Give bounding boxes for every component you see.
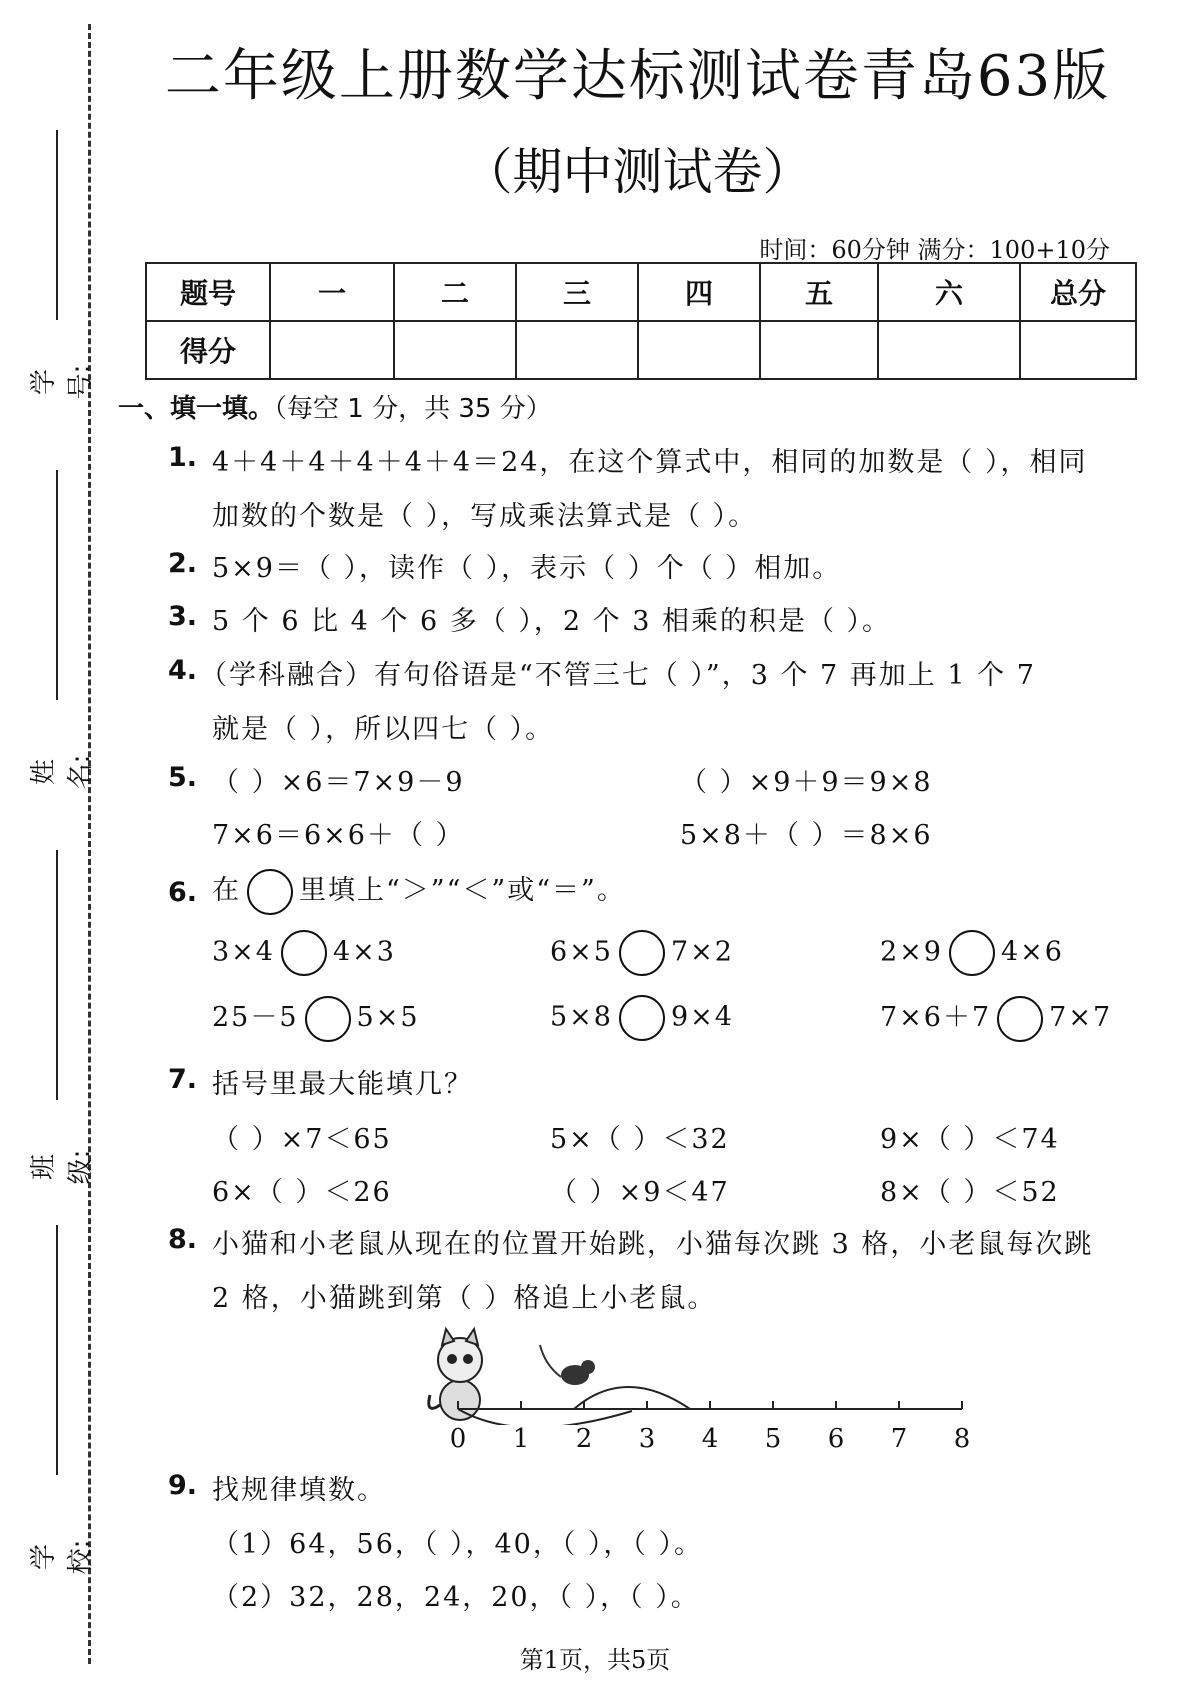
score-input[interactable]: [516, 321, 638, 379]
banji-label: 班级:: [29, 1149, 96, 1185]
score-cell: 二: [394, 263, 516, 321]
score-cell: 总分: [1020, 263, 1136, 321]
q7-line1: 括号里最大能填几？: [212, 1069, 473, 1100]
q8-line1: 小猫和小老鼠从现在的位置开始跳，小猫每次跳 3 格，小老鼠每次跳: [212, 1229, 1094, 1260]
score-cell: 题号: [146, 263, 270, 321]
banji-line: [56, 850, 58, 1100]
score-input[interactable]: [878, 321, 1020, 379]
number-line-label: 1: [512, 1424, 530, 1454]
number-line-figure: [410, 1325, 980, 1425]
q5-c: 7×6＝6×6＋（ ）: [212, 820, 465, 851]
score-input[interactable]: [394, 321, 516, 379]
mouse-icon: [540, 1345, 595, 1385]
q9-line3: （2）32，28，24，20，（ ），（ ）。: [212, 1582, 700, 1613]
q5-d: 5×8＋（ ）＝8×6: [680, 820, 933, 851]
q6-item: 25－5 5×5: [212, 995, 420, 1042]
q8-number: 8.: [168, 1224, 198, 1255]
q7-item: （ ）×9＜47: [550, 1177, 730, 1208]
mouse-jump-arc: [574, 1387, 690, 1409]
score-input[interactable]: [638, 321, 760, 379]
cut-line: [88, 24, 91, 1664]
q4-line2: 就是（ ），所以四七（ ）。: [212, 714, 555, 745]
cat-icon: [429, 1329, 482, 1420]
q6-item: 2×9 4×6: [880, 930, 1064, 976]
compare-circle[interactable]: [949, 930, 995, 976]
number-line-label: 6: [827, 1424, 845, 1454]
q5-b: （ ）×9＋9＝9×8: [680, 767, 933, 798]
cat-jump-arc: [458, 1409, 632, 1425]
circle-icon: [247, 869, 293, 915]
score-cell: 一: [270, 263, 394, 321]
page-subtitle: （期中测试卷）: [462, 143, 813, 201]
compare-circle[interactable]: [997, 996, 1043, 1042]
q8-line2: 2 格，小猫跳到第（ ）格追上小老鼠。: [212, 1283, 717, 1314]
q6-instruction: [212, 868, 626, 915]
number-line-label: 2: [575, 1424, 593, 1454]
score-value-row: [146, 321, 1136, 379]
q9-line1: 找规律填数。: [212, 1475, 386, 1506]
score-input[interactable]: [760, 321, 878, 379]
q4-number: 4.: [168, 655, 198, 686]
q3-number: 3.: [168, 601, 198, 632]
score-input[interactable]: [1020, 321, 1136, 379]
score-header-row: [146, 263, 1136, 321]
q7-number: 7.: [168, 1064, 198, 1095]
q6-number: 6.: [168, 877, 198, 908]
number-line-label: 5: [764, 1424, 782, 1454]
number-line-label: 8: [953, 1424, 971, 1454]
q1-line2: 加数的个数是（ ），写成乘法算式是（ ）。: [212, 501, 758, 532]
exam-meta: 时间：60分钟 满分：100+10分: [759, 236, 1110, 264]
xuexiao-line: [56, 1225, 58, 1475]
q6-item: 7×6＋7 7×7: [880, 995, 1112, 1042]
q7-item: 5×（ ）＜32: [550, 1124, 730, 1155]
score-cell: 三: [516, 263, 638, 321]
score-cell: 四: [638, 263, 760, 321]
compare-circle[interactable]: [619, 930, 665, 976]
score-cell: 得分: [146, 321, 270, 379]
compare-circle[interactable]: [619, 995, 665, 1041]
q1-number: 1.: [168, 442, 198, 473]
q2-line1: 5×9＝（ ），读作（ ），表示（ ）个（ ）相加。: [212, 553, 842, 584]
page-footer: 第1页，共5页: [519, 1646, 671, 1674]
xingming-line: [56, 470, 58, 700]
q2-number: 2.: [168, 548, 198, 579]
q3-line1: 5 个 6 比 4 个 6 多（ ），2 个 3 相乘的积是（ ）。: [212, 606, 892, 637]
compare-circle[interactable]: [281, 930, 327, 976]
q4-line1: （学科融合）有句俗语是“不管三七（ ）”，3 个 7 再加上 1 个 7: [200, 660, 1036, 691]
number-line-label: 7: [890, 1424, 908, 1454]
xuehao-label: 学号:: [29, 364, 96, 400]
section-heading: [118, 388, 552, 425]
page-title: 二年级上册数学达标测试卷青岛63版: [164, 44, 1111, 109]
q1-line1: 4＋4＋4＋4＋4＋4＝24，在这个算式中，相同的加数是（ ），相同: [212, 447, 1088, 478]
q6-item: 5×8 9×4: [550, 995, 734, 1041]
q7-item: 8×（ ）＜52: [880, 1177, 1060, 1208]
q6-item: 6×5 7×2: [550, 930, 734, 976]
score-cell: 六: [878, 263, 1020, 321]
q7-item: 9×（ ）＜74: [880, 1124, 1060, 1155]
section-note: （每空 1 分，共 35 分）: [274, 394, 552, 424]
q9-line2: （1）64，56，（ ），40，（ ），（ ）。: [212, 1529, 703, 1560]
q6-pre: 在: [212, 875, 241, 906]
q5-number: 5.: [168, 762, 198, 793]
q7-item: （ ）×7＜65: [212, 1124, 392, 1155]
q6-post: 里填上“＞”“＜”或“＝”。: [299, 875, 626, 906]
q7-item: 6×（ ）＜26: [212, 1177, 392, 1208]
xingming-label: 姓名:: [29, 754, 96, 790]
number-line-label: 4: [701, 1424, 719, 1454]
q9-number: 9.: [168, 1470, 198, 1501]
compare-circle[interactable]: [305, 996, 351, 1042]
section-title: 一、填一填。: [118, 394, 275, 424]
score-input[interactable]: [270, 321, 394, 379]
number-line-label: 3: [638, 1424, 656, 1454]
score-table: [145, 262, 1137, 380]
number-line-label: 0: [449, 1424, 467, 1454]
xuexiao-label: 学校:: [29, 1539, 96, 1575]
q5-a: （ ）×6＝7×9－9: [212, 767, 465, 798]
q6-item: 3×4 4×3: [212, 930, 396, 976]
score-cell: 五: [760, 263, 878, 321]
